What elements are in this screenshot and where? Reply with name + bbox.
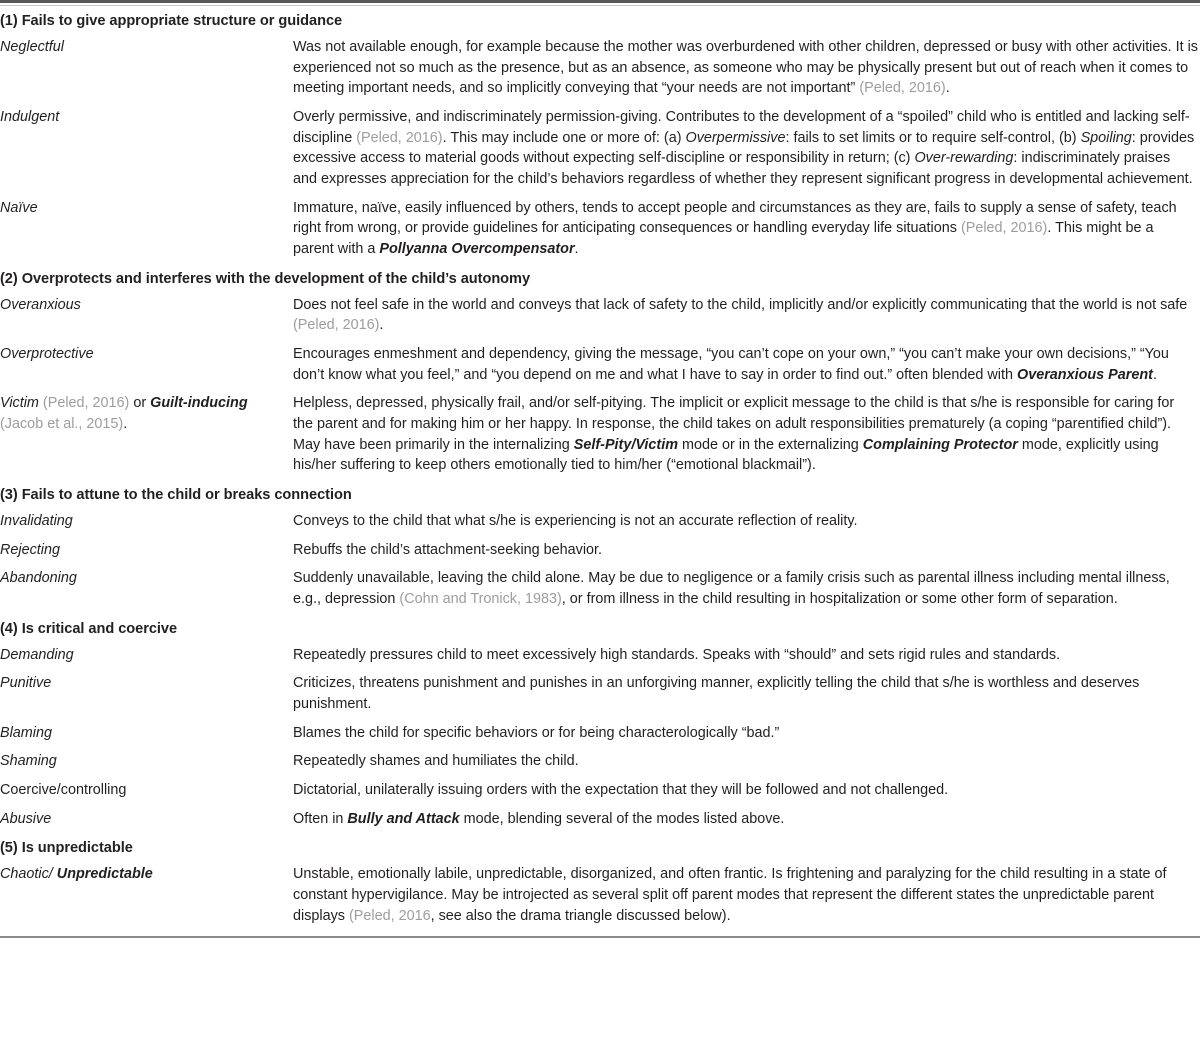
table-row: [0, 776, 1200, 805]
table-row: [0, 194, 1200, 264]
mode-term: Naïve: [0, 199, 38, 216]
table-row: [0, 669, 1200, 718]
mode-term: Abusive: [0, 810, 52, 827]
table-row: [0, 291, 1200, 340]
section-heading: (1) Fails to give appropriate structure or guidance: [0, 13, 343, 29]
table-row: [0, 103, 1200, 194]
table-bottom-rule: [0, 936, 1200, 938]
mode-description: Often in Bully and Attack mode, blending several of the modes listed above.: [293, 810, 785, 827]
mode-term: Punitive: [0, 675, 52, 692]
mode-description: Does not feel safe in the world and conveys that lack of safety to the child, implicitly and/or explicitly communicating that the world is not safe (Peled, 2016).: [293, 296, 1188, 334]
mode-description: Immature, naïve, easily influenced by others, tends to accept people and circumstances as they are, fails to supply a sense of safety, teach right from wrong, or provide guidelines for anticipating consequences or handling everyday life situations (Peled, 2016). This might be a parent with a Pollyanna Overcompensator.: [293, 199, 1177, 258]
mode-description: Unstable, emotionally labile, unpredictable, disorganized, and often frantic. Is frightening and paralyzing for the child resulting in a state of constant hypervigilance. May be introjected as several split off parent modes that represent the different states the unpredictable parent displays (Peled, 2016, see also the drama triangle discussed below).: [293, 866, 1167, 924]
table-row: [0, 33, 1200, 103]
mode-description: Was not available enough, for example because the mother was overburdened with other children, depressed or busy with other activities. It is experienced not so much as the presence, but as an absence, as someone who may be physically present but out of reach when it comes to meeting important needs, and so implicitly conveying that “your needs are not important” (Peled, 2016).: [293, 38, 1198, 97]
section-heading: (4) Is critical and coercive: [0, 620, 178, 637]
mode-term: Indulgent: [0, 108, 60, 125]
mode-term: Rejecting: [0, 541, 60, 558]
table-row: [0, 507, 1200, 536]
mode-description: Conveys to the child that what s/he is experiencing is not an accurate reflection of reality.: [293, 513, 858, 529]
mode-term: Overprotective: [0, 346, 94, 362]
table-row: [0, 641, 1200, 670]
parenting-modes-table: [0, 6, 1200, 930]
mode-term: Shaming: [0, 753, 57, 770]
mode-description: Repeatedly pressures child to meet excessively high standards. Speaks with “should” and sets rigid rules and standards.: [293, 646, 1061, 663]
section-heading: (3) Fails to attune to the child or breaks connection: [0, 487, 352, 504]
mode-term: Neglectful: [0, 38, 64, 55]
mode-description: Dictatorial, unilaterally issuing orders with the expectation that they will be followed and not challenged.: [293, 782, 949, 799]
table-row: [0, 860, 1200, 930]
mode-description: Encourages enmeshment and dependency, giving the message, “you can’t cope on your own,” “you can’t make your own decisions,” “You don’t know what you feel,” and “you depend on me and what I have to say in order to find out.” often blended with Overanxious Parent.: [293, 346, 1169, 383]
mode-term: Invalidating: [0, 513, 73, 529]
mode-term: Coercive/controlling: [0, 782, 127, 799]
table-row: [0, 719, 1200, 748]
mode-term: Abandoning: [0, 570, 77, 587]
mode-description: Criticizes, threatens punishment and punishes in an unforgiving manner, explicitly telling the child that s/he is worthless and deserves punishment.: [293, 675, 1140, 712]
table-row: [0, 340, 1200, 389]
mode-term: Overanxious: [0, 296, 81, 313]
table-row: [0, 536, 1200, 565]
mode-description: Overly permissive, and indiscriminately permission-giving. Contributes to the development of a “spoiled” child who is entitled and lacking self-discipline (Peled, 2016). This may include one or more of: (a) Overpermissive: fails to set limits or to require self-control, (b) Spoiling: provides excessive access to material goods without expecting self-discipline or responsibility in return; (c) Over-rewarding: indiscriminately praises and expresses appreciation for the child’s behaviors regardless of whether they represent significant progress in developmental achievement.: [293, 108, 1195, 187]
table-row: [0, 805, 1200, 834]
mode-term: Chaotic/ Unpredictable: [0, 866, 153, 883]
table-row: [0, 747, 1200, 776]
mode-description: Repeatedly shames and humiliates the child.: [293, 753, 579, 770]
mode-description: Blames the child for specific behaviors or for being characterologically “bad.”: [293, 724, 780, 741]
section-heading: (5) Is unpredictable: [0, 840, 133, 857]
mode-description: Suddenly unavailable, leaving the child alone. May be due to negligence or a family crisis such as parental illness including mental illness, e.g., depression (Cohn and Tronick, 1983), or from illness in the child resulting in hospitalization or some other form of separation.: [293, 570, 1170, 608]
mode-description: Rebuffs the child’s attachment-seeking behavior.: [293, 541, 603, 558]
mode-description: Helpless, depressed, physically frail, and/or self-pitying. The implicit or explicit message to the child is that s/he is responsible for caring for the parent and for making him or her happy. In response, the child takes on adult responsibilities prematurely (a coping “parentified child”). May have been primarily in the internalizing Self-Pity/Victim mode or in the externalizing Complaining Protector mode, explicitly using his/her suffering to keep others emotionally tied to him/her (“emotional blackmail”).: [293, 395, 1175, 474]
table-row: [0, 564, 1200, 613]
mode-term: Blaming: [0, 724, 52, 741]
table-top-rule-thick: [0, 0, 1200, 3]
mode-term: Victim (Peled, 2016) or Guilt-inducing (Jacob et al., 2015).: [0, 395, 248, 432]
table-row: [0, 389, 1200, 480]
mode-term: Demanding: [0, 646, 74, 663]
section-heading: (2) Overprotects and interferes with the development of the child’s autonomy: [0, 270, 531, 287]
